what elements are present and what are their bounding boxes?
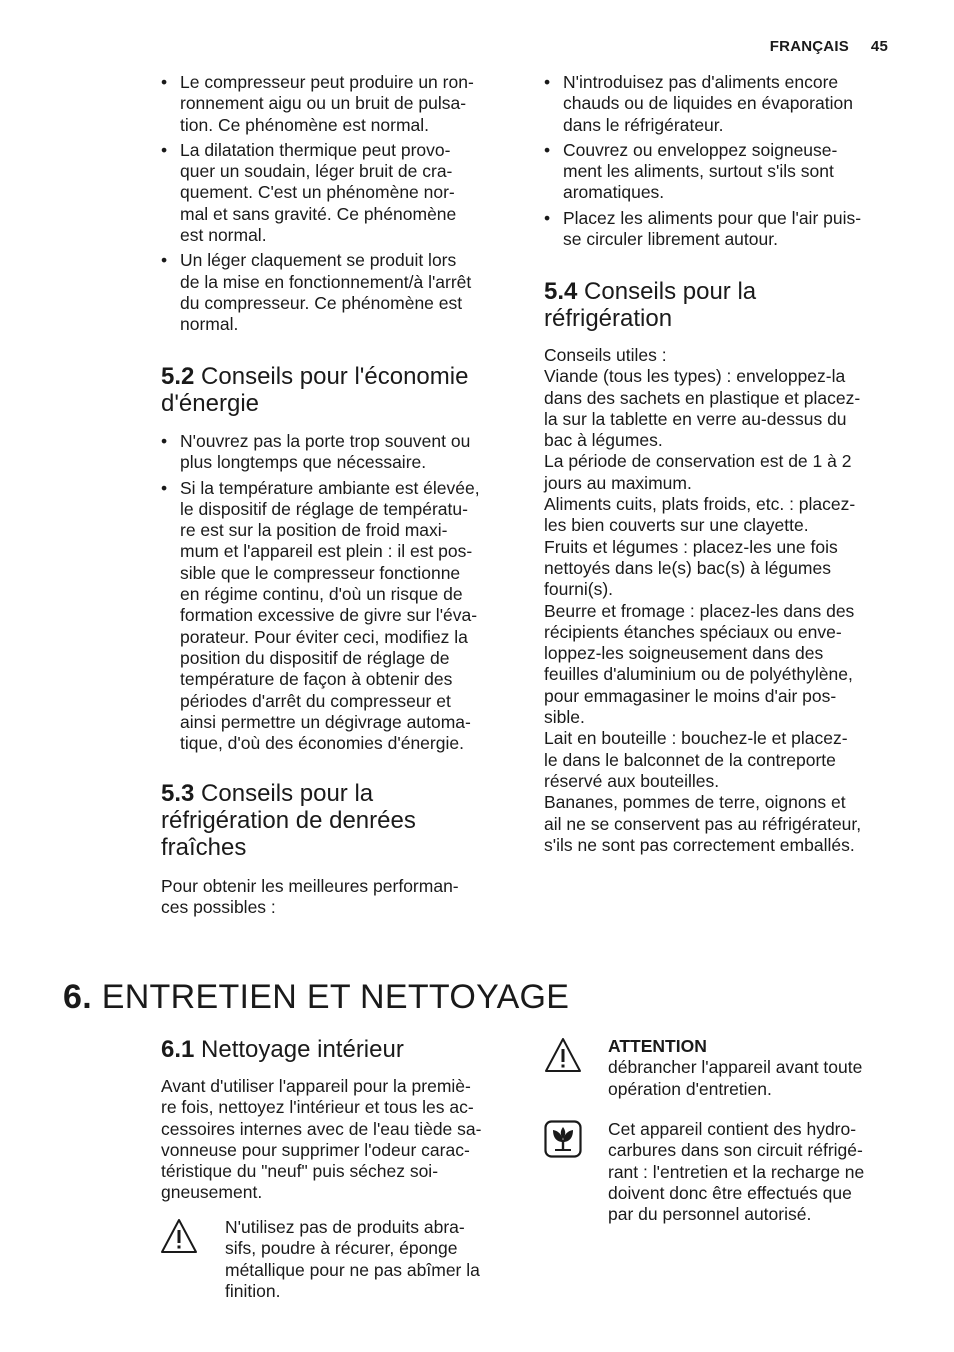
chapter-title: ENTRETIEN ET NETTOYAGE [91,978,570,1016]
chapter-number: 6. [63,978,92,1016]
header-language: FRANÇAIS [769,38,849,55]
abrasive-warning-text: N'utilisez pas de produits abra- sifs, poudre à récurer, éponge métallique pour ne pas abîmer la finition. [225,1217,480,1301]
attention-title: ATTENTION [608,1036,707,1056]
list-item: • Si la température ambiante est élevée, le dispositif de réglage de températu- re est sur la position de froid maxi- mum et l'appareil est plein : il est pos- sible que le compresseur fonctionne en régime continu, d'où un risque de formation excessive de givre sur l'éva- porateur. Pour éviter ceci, modifiez la position du dispositif de réglage de température de façon à obtenir des périodes d'arrêt du compresseur et ainsi permettre un dégivrage automa- tique, d'où des économies d'énergie. [161,478,515,755]
attention-text: débrancher l'appareil avant toute opération d'entretien. [608,1057,863,1099]
intro-bullet-list [161,72,513,340]
list-item: • N'introduisez pas d'aliments encore chauds ou de liquides en évaporation dans le réfrigérateur. [544,72,896,136]
section-title: Nettoyage intérieur [194,1036,404,1063]
list-item: • Couvrez ou enveloppez soigneuse- ment les aliments, surtout s'ils sont aromatiques. [544,140,896,204]
section-6-1-text: Avant d'utiliser l'appareil pour la premiè- re fois, nettoyez l'intérieur et tous les ac- cessoires internes avec de l'eau tiède sa- vonneuse pour supprimer l'odeur carac- téristique du "neuf" puis séchez soi- gneusement. [161,1076,482,1203]
hydrocarbon-note-text: Cet appareil contient des hydro- carbures dans son circuit réfrigé- rant : l'entretien et la recharge ne doivent donc être effectués que par du personnel autorisé. [608,1119,865,1225]
section-number: 5.3 [161,780,195,807]
section-title: Conseils pour l'économie d'énergie [161,363,469,417]
energy-tips-list [161,431,515,758]
list-item: • Le compresseur peut produire un ron- ronnement aigu ou un bruit de pulsa- tion. Ce phénomène est normal. [161,72,513,136]
section-number: 6.1 [161,1036,195,1063]
storage-tips-list [544,72,896,254]
section-title: Conseils pour la réfrigération [544,278,757,332]
page-header [748,38,888,55]
warning-triangle-icon [544,1037,582,1073]
warning-triangle-icon [160,1218,198,1254]
section-heading-5-4 [544,278,904,332]
section-title: Conseils pour la réfrigération de denrées fraîches [161,780,416,861]
section-heading-6-1 [161,1036,521,1063]
page-number: 45 [870,38,888,55]
chapter-heading-6 [63,977,763,1017]
section-5-4-text: Conseils utiles : Viande (tous les types) : enveloppez-la dans des sachets en plastique et placez- la sur la tablette en verre au-dessus du bac à légumes. La période de conservation est de 1 à 2 jours au maximum. Aliments cuits, plats froids, etc. : placez- les bien couverts sur une clayette. Fruits et légumes : placez-les une fois nettoyés dans le(s) bac(s) à légumes fourni(s). Beurre et fromage : placez-les dans des récipients étanches spéciaux ou enve- loppez-les soigneusement dans des feuilles d'aluminium ou de polyéthylène, pour emmagasiner le moins d'air pos- sible. Lait en bouteille : bouchez-le et placez- le dans le balconnet de la contreporte réservé aux bouteilles. Bananes, pommes de terre, oignons et ail ne se conservent pas au réfrigérateur, s'ils ne sont pas correctement emballés. [544,345,862,855]
list-item: • La dilatation thermique peut provo- quer un soudain, léger bruit de cra- quement. C'est un phénomène nor- mal et sans gravité. Ce phénomène est normal. [161,140,513,246]
section-5-3-text: Pour obtenir les meilleures performan- ces possibles : [161,876,459,918]
attention-note [608,1036,908,1100]
section-number: 5.2 [161,363,195,390]
section-heading-5-2 [161,363,521,417]
section-number: 5.4 [544,278,578,305]
plant-leaf-icon [544,1120,582,1158]
section-heading-5-3 [161,780,521,861]
list-item: • Un léger claquement se produit lors de la mise en fonctionnement/à l'arrêt du compresseur. Ce phénomène est normal. [161,250,513,335]
list-item: • Placez les aliments pour que l'air puis- se circuler librement autour. [544,208,896,251]
list-item: • N'ouvrez pas la porte trop souvent ou plus longtemps que nécessaire. [161,431,515,474]
